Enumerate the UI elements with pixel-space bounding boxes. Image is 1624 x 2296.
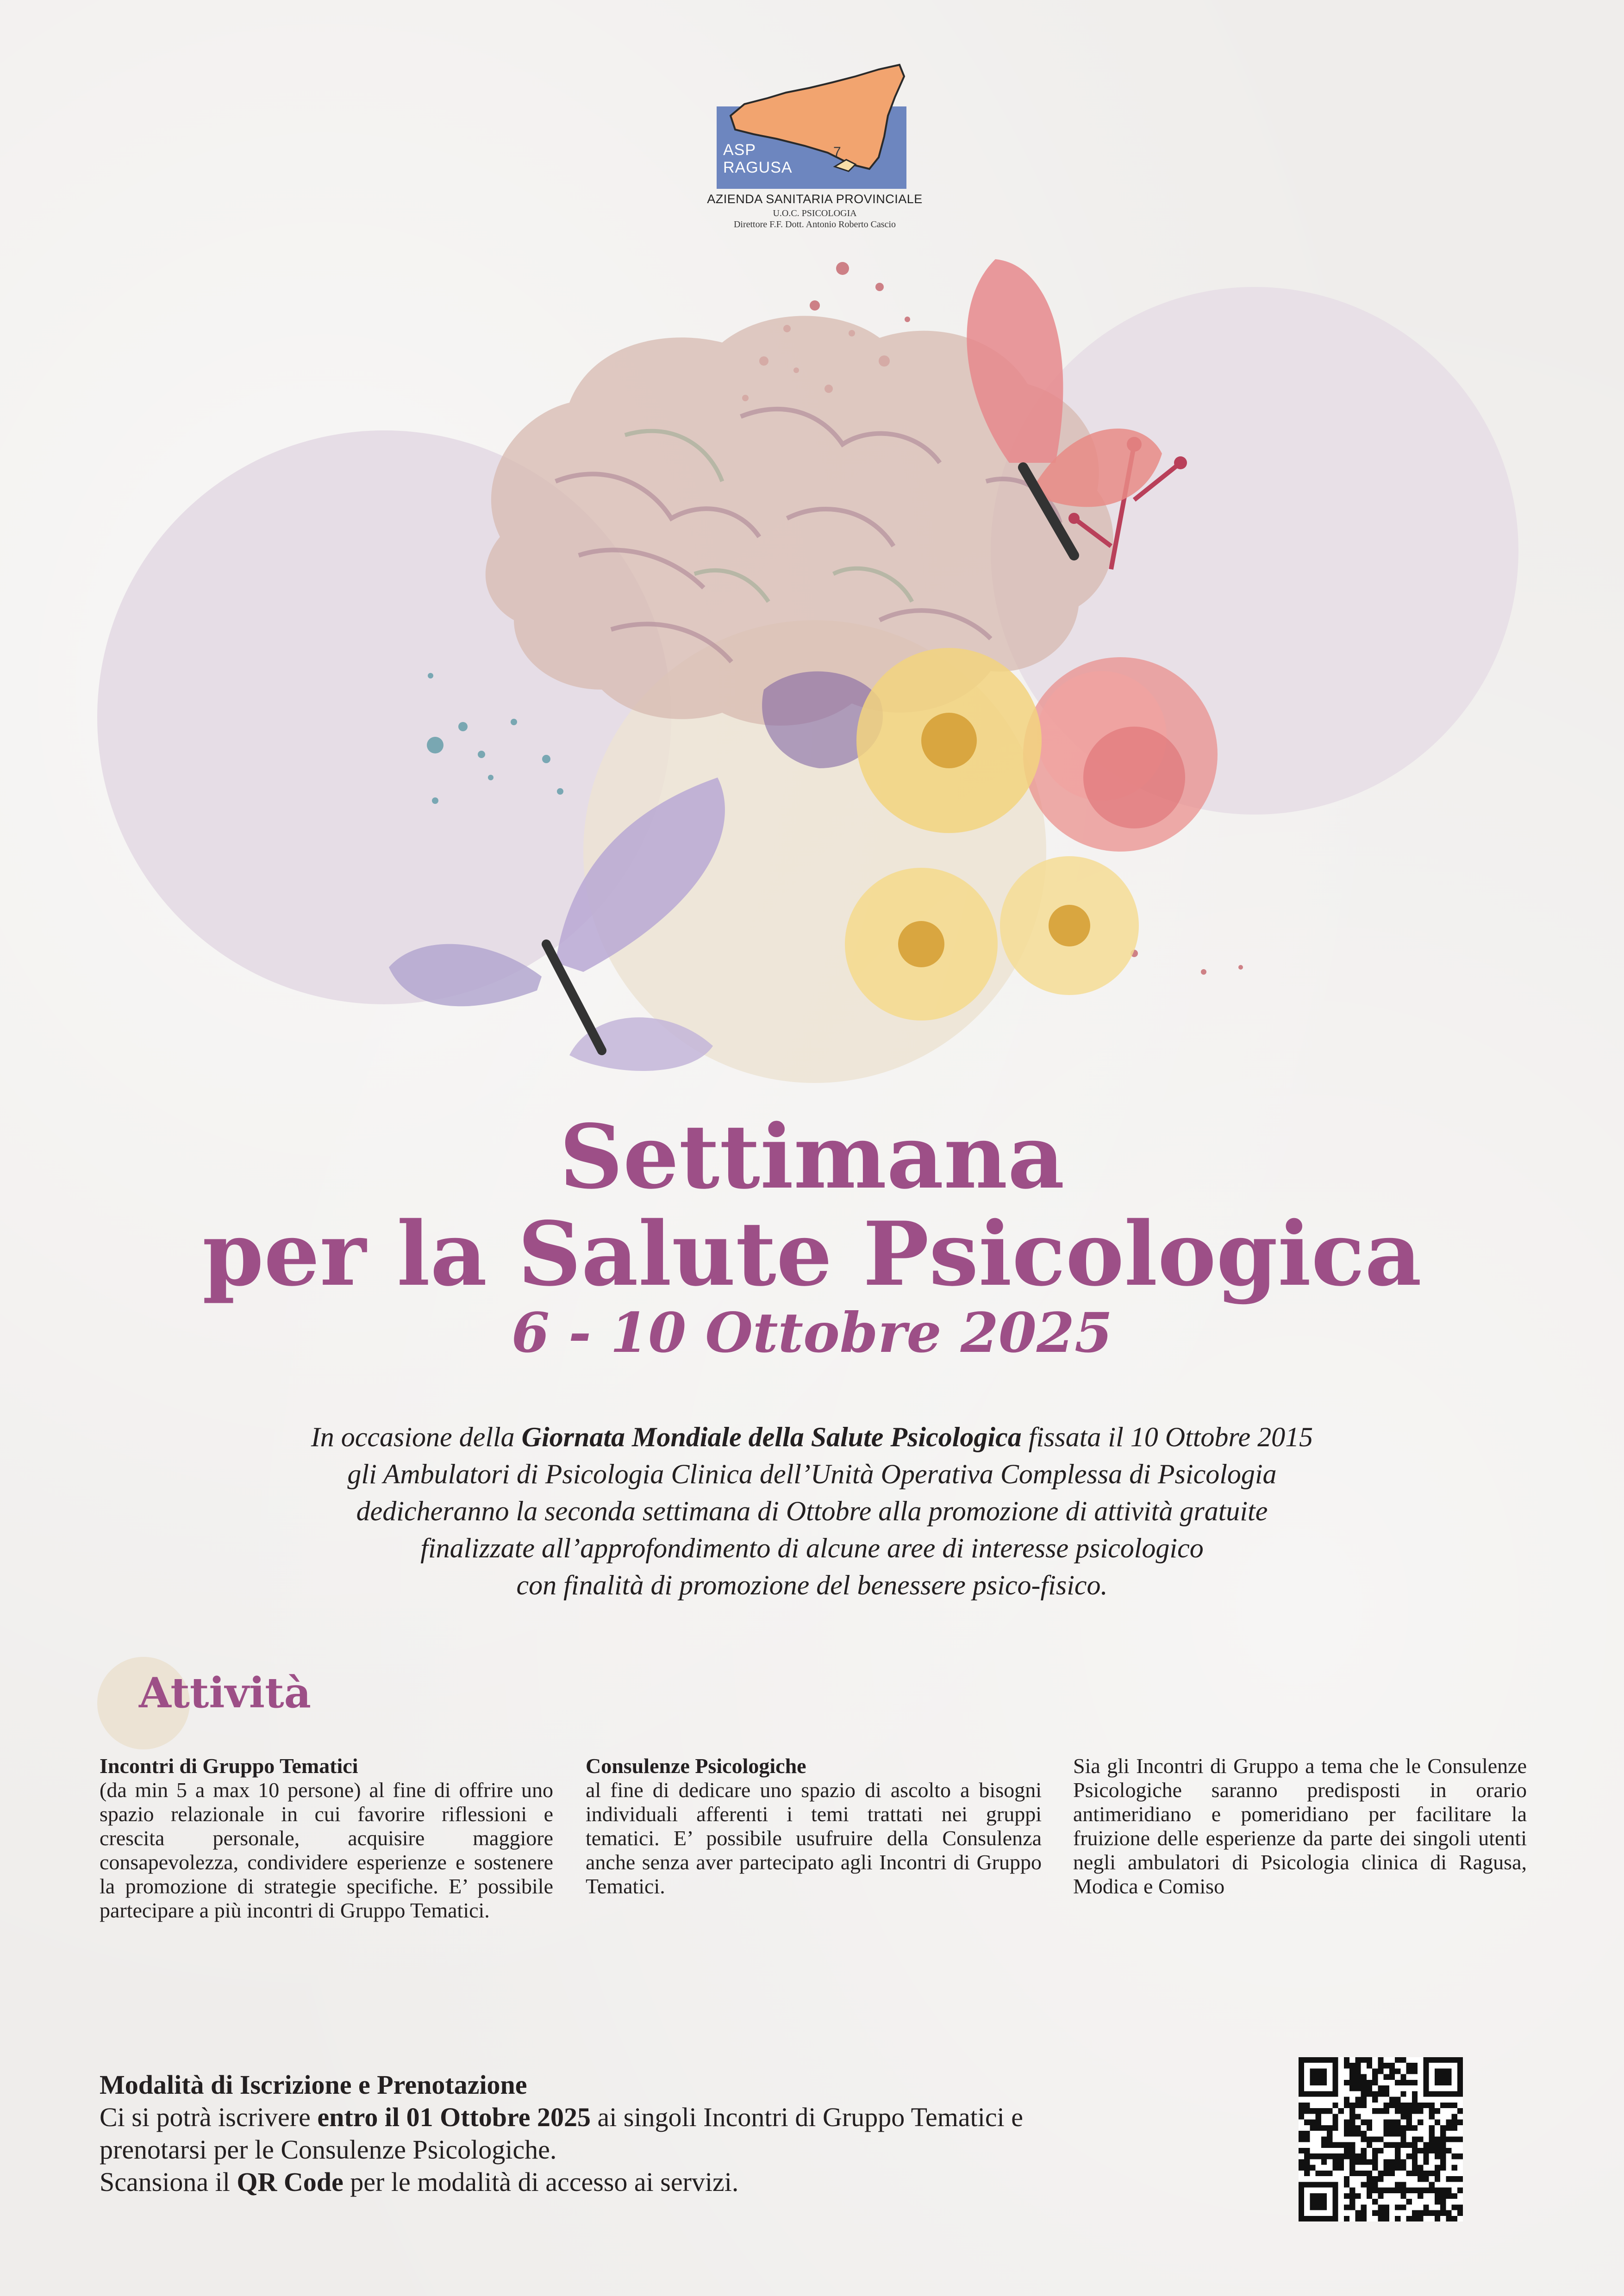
- intro-line3: dedicheranno la seconda settimana di Ottobre alla promozione di attività gratuite: [356, 1496, 1268, 1526]
- intro-line2: gli Ambulatori di Psicologia Clinica dell’Unità Operativa Complessa di Psicologia: [347, 1459, 1277, 1489]
- activity-title: Incontri di Gruppo Tematici: [100, 1754, 358, 1778]
- registration-title: Modalità di Iscrizione e Prenotazione: [100, 2070, 527, 2100]
- intro-line1: In occasione della Giornata Mondiale della Salute Psicologica fissata il 10 Ottobre 2015: [311, 1422, 1313, 1452]
- event-dates: 6 - 10 Ottobre 2025: [511, 1300, 1113, 1365]
- qr-code[interactable]: [1299, 2057, 1463, 2221]
- activity-title: Consulenze Psicologiche: [586, 1754, 806, 1778]
- intro-paragraph: [139, 1419, 1485, 1604]
- activity-group-meetings: [100, 1754, 553, 1923]
- title-line1: Settimana: [559, 1105, 1065, 1208]
- logo-director: Direttore F.F. Dott. Antonio Roberto Cascio: [733, 219, 896, 230]
- logo-asp-text: ASP RAGUSA: [723, 141, 793, 176]
- logo-unit: U.O.C. PSICOLOGIA: [773, 208, 857, 218]
- activity-text: (da min 5 a max 10 persone) al fine di offrire uno spazio relazionale in cui favorire riflessioni e crescita personale, acquisire maggiore consapevolezza, condividere esperienze e sostenere la promozione di strategie specifiche. E’ possibile partecipare a più incontri di Gruppo Tematici.: [100, 1778, 553, 1922]
- registration-line1: Ci si potrà iscrivere entro il 01 Ottobre 2025 ai singoli Incontri di Gruppo Tematici e: [100, 2102, 1023, 2132]
- activity-consultations: [586, 1754, 1042, 1898]
- registration-section: [100, 2069, 1280, 2198]
- logo-org-name: AZIENDA SANITARIA PROVINCIALE: [707, 192, 923, 206]
- activity-text: Sia gli Incontri di Gruppo a tema che le Consulenze Psicologiche saranno predisposti in orario antimeridiano e pomeridiano per facilitare la fruizione delle esperienze da parte dei singoli utenti negli ambulatori di Psicologia clinica di Ragusa, Modica e Comiso: [1073, 1754, 1527, 1898]
- registration-line2: prenotarsi per le Consulenze Psicologiche.: [100, 2134, 557, 2165]
- activities-heading: Attività: [139, 1668, 311, 1717]
- registration-line3: Scansiona il QR Code per le modalità di accesso ai servizi.: [100, 2167, 739, 2197]
- activity-text: al fine di dedicare uno spazio di ascolto a bisogni individuali afferenti i temi trattati nei gruppi tematici. E’ possibile usufruire della Consulenza anche senza aver partecipato agli Incontri di Gruppo Tematici.: [586, 1778, 1042, 1898]
- asp-ragusa-logo: [694, 60, 935, 230]
- logo-district-number: 7: [833, 144, 841, 160]
- intro-line5: con finalità di promozione del benessere psico-fisico.: [516, 1570, 1108, 1600]
- brain-illustration: [0, 222, 1624, 1125]
- activity-schedule-info: [1073, 1754, 1527, 1898]
- intro-highlight: Giornata Mondiale della Salute Psicologica: [521, 1422, 1022, 1452]
- title-line2: per la Salute Psicologica: [202, 1202, 1422, 1306]
- intro-line4: finalizzate all’approfondimento di alcune aree di interesse psicologico: [420, 1533, 1204, 1563]
